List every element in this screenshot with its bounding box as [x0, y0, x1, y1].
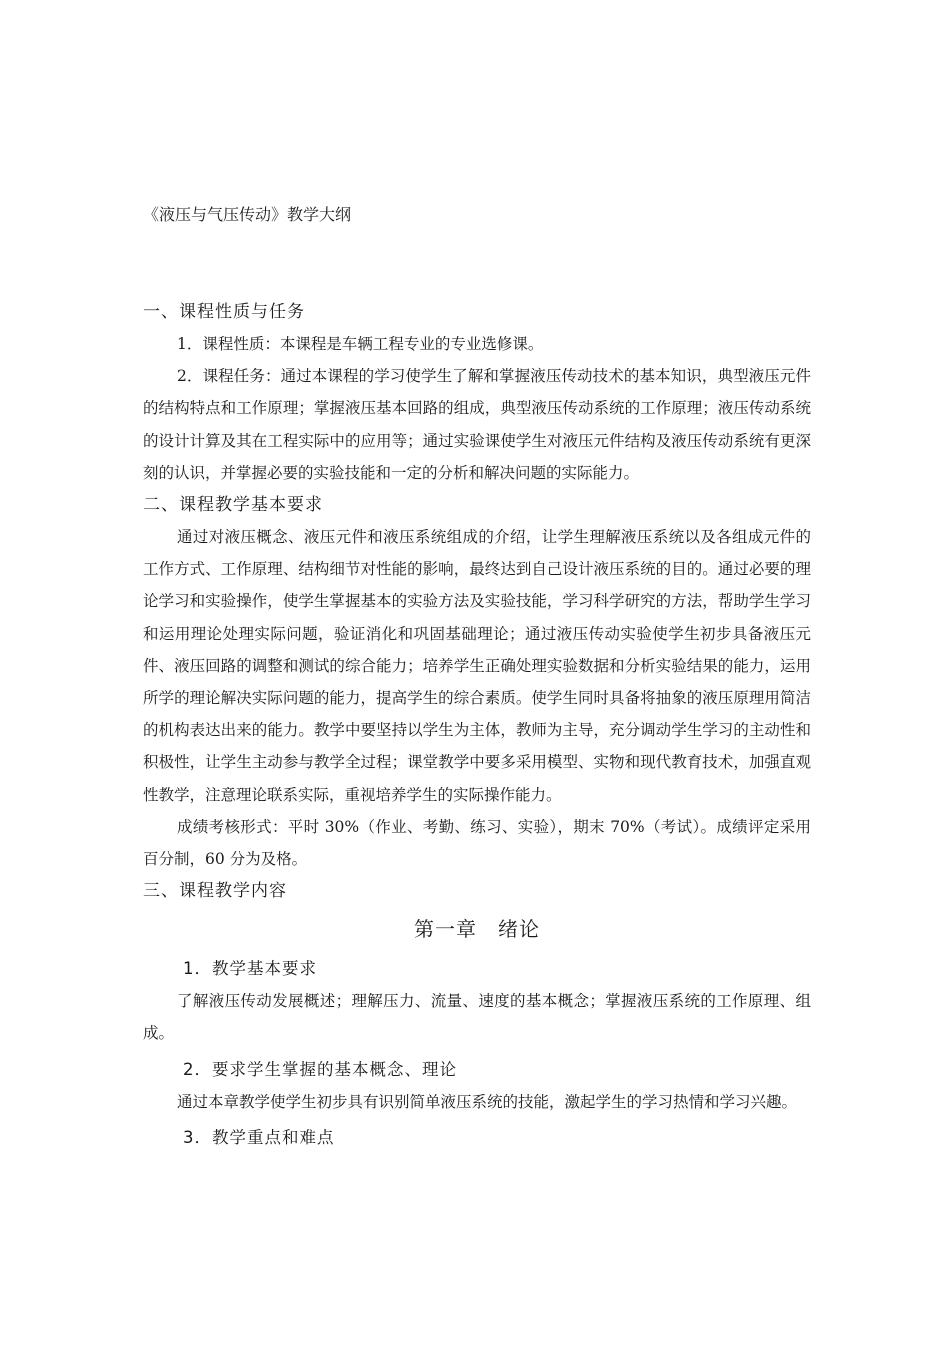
paragraph-key-concepts: 通过本章教学使学生初步具有识别简单液压系统的技能，激起学生的学习热情和学习兴趣。	[177, 1092, 798, 1111]
document-body	[143, 296, 811, 1154]
document-title: 《液压与气压传动》教学大纲	[143, 205, 352, 224]
paragraph-grading: 成绩考核形式：平时 30%（作业、考勤、练习、实验），期末 70%（考试）。成绩评定采用百分制，60 分为及格。	[143, 817, 811, 869]
section-heading-basic-requirements: 二、课程教学基本要求	[143, 495, 323, 516]
paragraph-chapter-requirements: 了解液压传动发展概述；理解压力、流量、速度的基本概念；掌握液压系统的工作原理、组成。	[143, 992, 811, 1043]
section-heading-teaching-content: 三、课程教学内容	[143, 881, 287, 902]
paragraph-course-nature: 1．课程性质：本课程是车辆工程专业的专业选修课。	[177, 335, 544, 353]
subheading-basic-requirements: 1．教学基本要求	[183, 959, 317, 979]
subheading-key-points: 3．教学重点和难点	[183, 1127, 335, 1147]
paragraph-course-tasks: 2．课程任务：通过本课程的学习使学生了解和掌握液压传动技术的基本知识，典型液压元件的结构特点和工作原理；掌握液压基本回路的组成，典型液压传动系统的工作原理；液压传动系统的设计计算及其在工程实际中的应用等；通过实验课使学生对液压元件结构及液压传动系统有更深刻的认识，并掌握必要的实验技能和一定的分析和解决问题的实际能力。	[143, 367, 811, 482]
chapter-title: 第一章 绪论	[414, 917, 540, 942]
paragraph-requirements: 通过对液压概念、液压元件和液压系统组成的介绍，让学生理解液压系统以及各组成元件的工作方式、工作原理、结构细节对性能的影响，最终达到自己设计液压系统的目的。通过必要的理论学习和实验操作，使学生掌握基本的实验方法及实验技能，学习科学研究的方法，帮助学生学习和运用理论处理实际问题，验证消化和巩固基础理论；通过液压传动实验使学生初步具备液压元件、液压回路的调整和测试的综合能力；培养学生正确处理实验数据和分析实验结果的能力，运用所学的理论解决实际问题的能力，提高学生的综合素质。使学生同时具备将抽象的液压原理用简洁的机构表达出来的能力。教学中要坚持以学生为主体，教师为主导，充分调动学生学习的主动性和积极性，让学生主动参与教学全过程；课堂教学中要多采用模型、实物和现代教育技术，加强直观性教学，注意理论联系实际，重视培养学生的实际操作能力。	[143, 528, 811, 804]
subheading-key-concepts: 2．要求学生掌握的基本概念、理论	[183, 1059, 457, 1079]
section-heading-course-nature: 一、课程性质与任务	[143, 302, 305, 322]
